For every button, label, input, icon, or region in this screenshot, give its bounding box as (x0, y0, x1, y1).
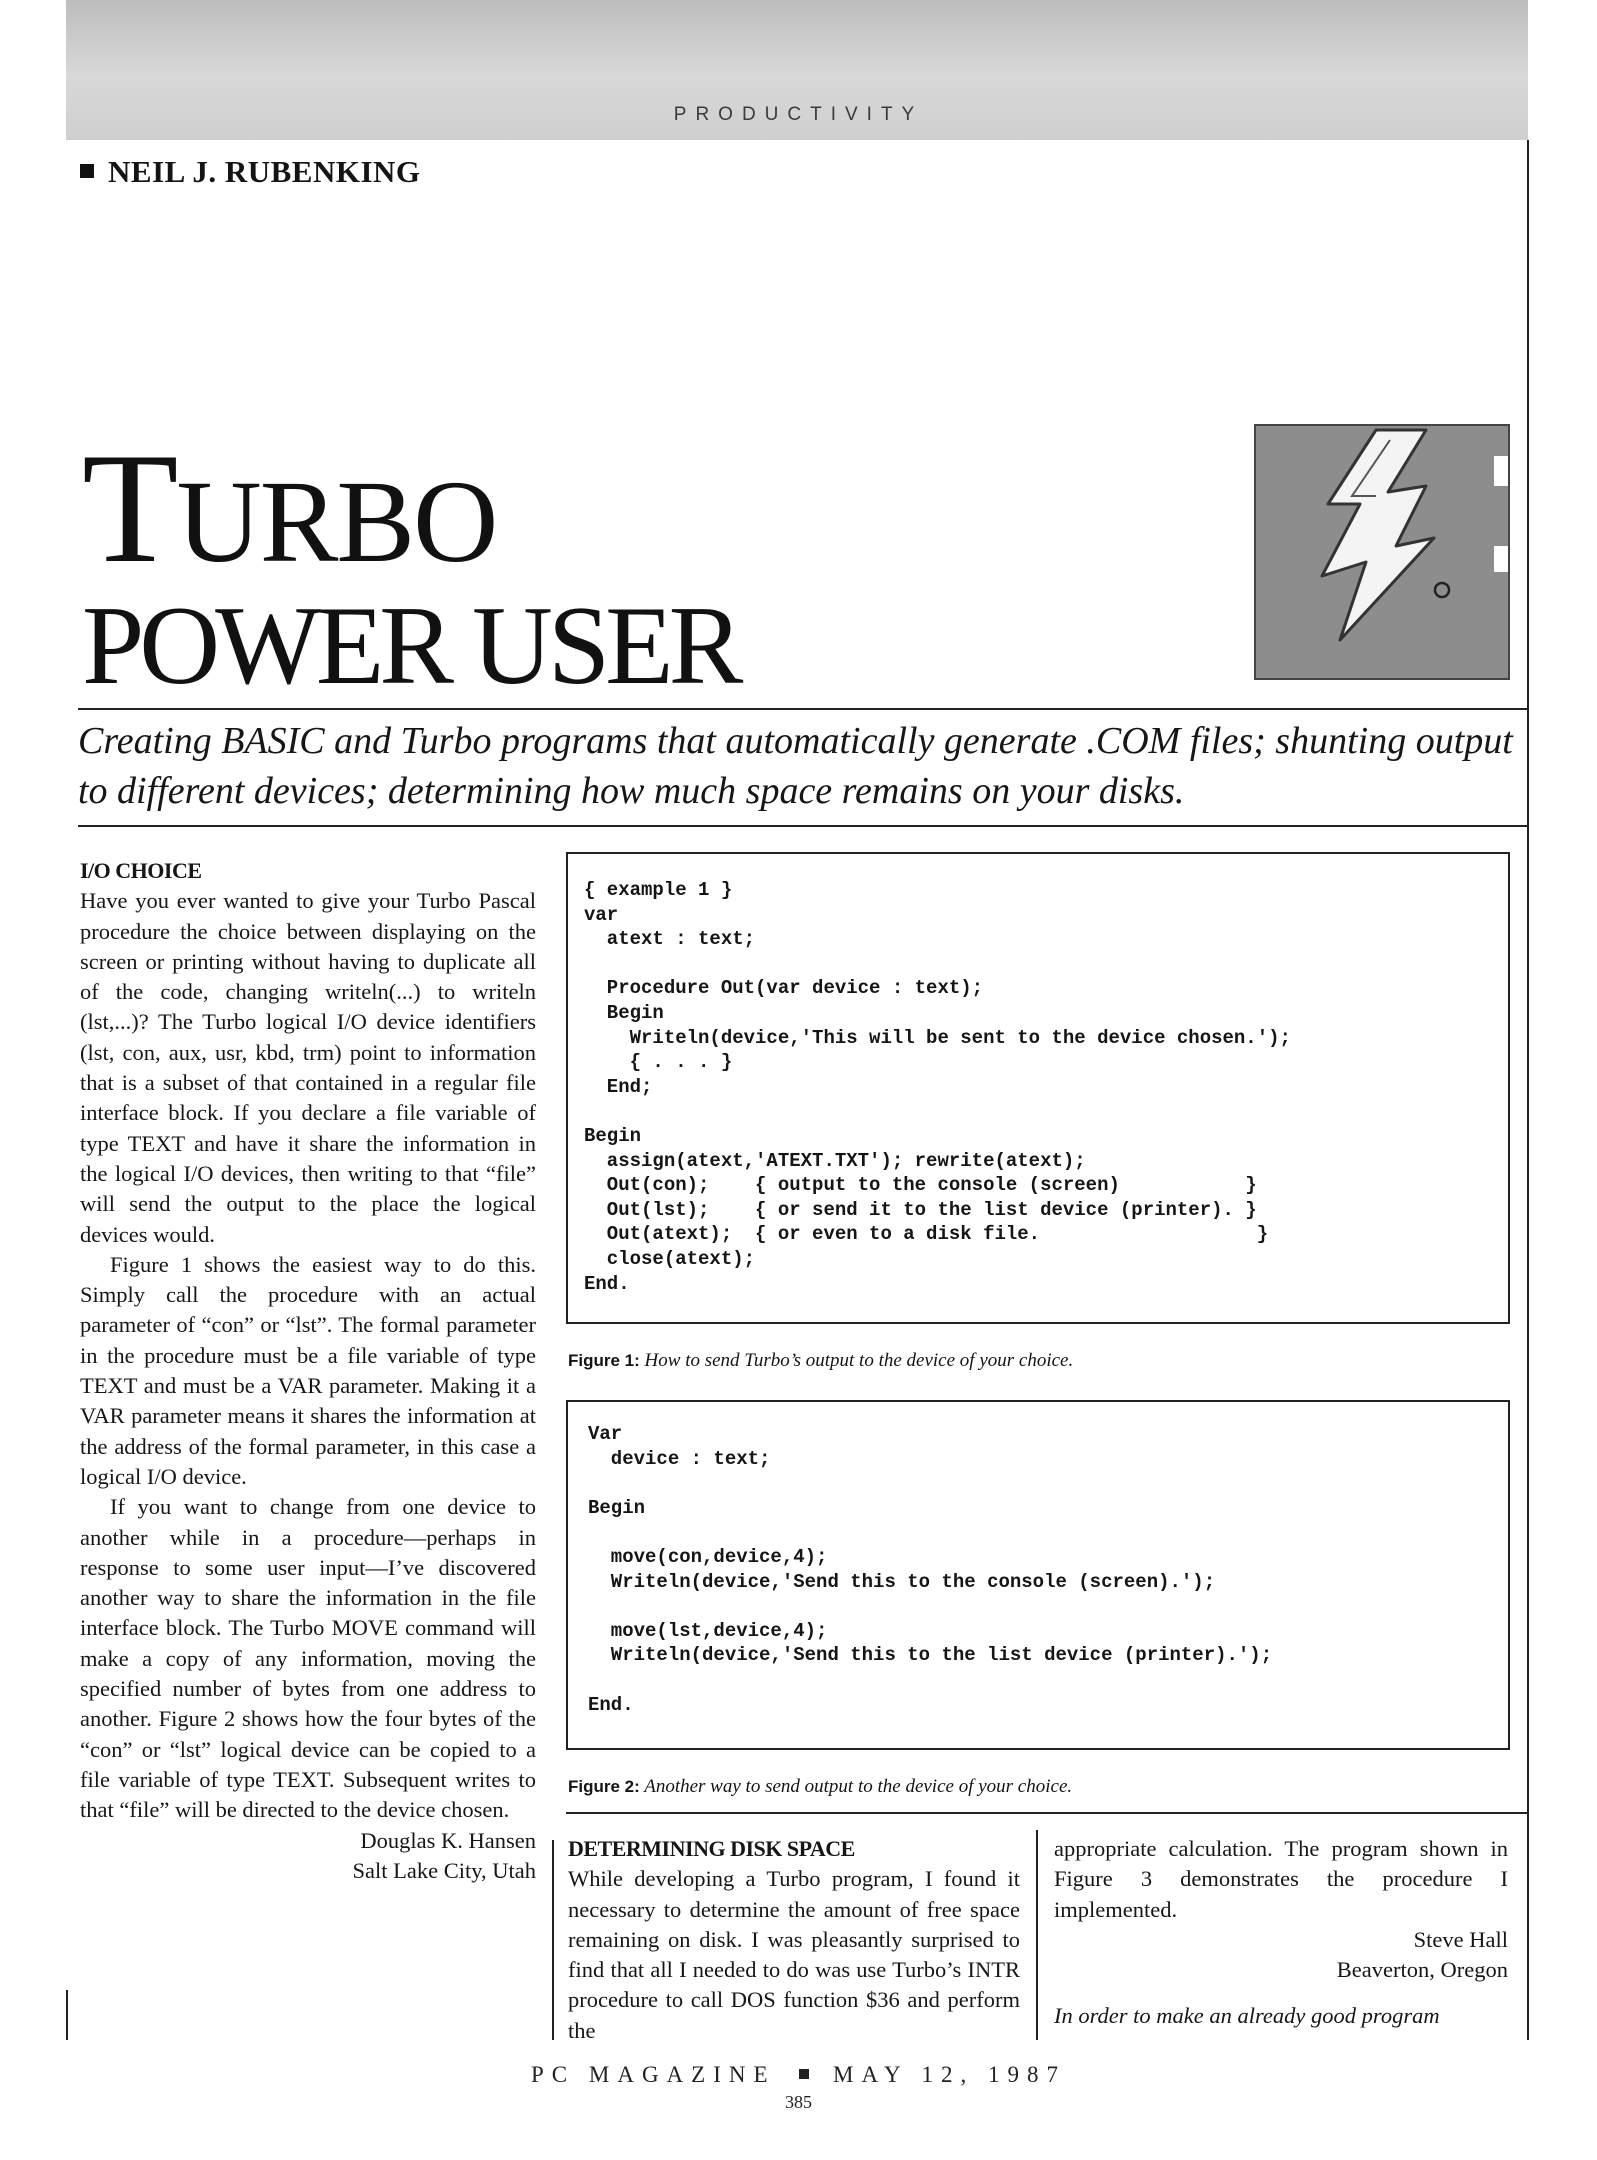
figure-2-code: Var device : text; Begin move(con,device,4); Writeln(device,'Send this to the console (screen).'); move(lst,device,4); Writeln(device,'Send this to the list device (printer).'); End. (588, 1423, 1273, 1716)
disk-space-paragraph-1: While developing a Turbo program, I found it necessary to determine the amount of free space remaining on disk. I was pleasantly surprised to find that all I needed to do was use Turbo’s INTR procedure to call DOS function $36 and perform the (568, 1866, 1020, 2043)
signature-place: Salt Lake City, Utah (352, 1857, 536, 1883)
bullet-square-icon (80, 164, 94, 178)
io-choice-heading: I/O CHOICE (80, 858, 202, 883)
article-title (82, 421, 739, 708)
author-name: NEIL J. RUBENKING (108, 154, 421, 189)
signature-place-2: Beaverton, Oregon (1336, 1957, 1508, 1983)
disk-space-column-1 (568, 1834, 1020, 2046)
figure-1-code-box (566, 852, 1510, 1324)
closing-line: In order to make an already good program (1054, 2003, 1440, 2029)
figure-2-caption-text: Another way to send output to the device of your choice. (644, 1776, 1073, 1797)
page-number: 385 (785, 2092, 812, 2112)
figure-2-label: Figure 2: (568, 1777, 640, 1796)
deck-top-rule (78, 708, 1528, 710)
signature-name-2: Steve Hall (1413, 1926, 1508, 1952)
deck-bottom-rule (78, 825, 1528, 827)
left-margin-rule (66, 1990, 68, 2040)
title-line-1-rest: URBO (176, 456, 497, 587)
disk-space-column-2 (1054, 1834, 1508, 2032)
disk-space-heading: DETERMINING DISK SPACE (568, 1836, 855, 1861)
right-margin-rule (1527, 140, 1529, 2040)
io-choice-paragraph-3: If you want to change from one device to another while in a procedure—perhaps in response to some user input—I’ve discovered another way to share the information in the file interface block. The Turbo MOVE command will make a copy of any information, moving the specified number of bytes from one address to another. Figure 2 shows how the four bytes of the “con” or “lst” logical device can be copied to a file variable of type TEXT. Subsequent writes to that “file” will be directed to the device chosen. (80, 1494, 536, 1823)
figure-1-caption-text: How to send Turbo’s output to the device of your choice. (644, 1350, 1074, 1371)
section-label: PRODUCTIVITY (673, 104, 924, 125)
footer-bullet-icon (799, 2069, 809, 2079)
column-divider (552, 1840, 554, 2040)
lightning-bolt-icon (1256, 426, 1508, 678)
signature-name: Douglas K. Hansen (360, 1827, 536, 1853)
turbo-lightning-logo (1254, 424, 1510, 680)
page-footer (0, 2062, 1597, 2088)
column-divider-2 (1036, 1830, 1038, 2040)
figure-2-code-box (566, 1400, 1510, 1750)
title-line-2: POWER USER (82, 584, 739, 708)
figure-1-caption (568, 1350, 1073, 1372)
figure-2-caption (568, 1776, 1072, 1798)
article-deck: Creating BASIC and Turbo programs that automatically generate .COM files; shunting output to different devices; determining how much space remains on your disks. (78, 720, 1513, 812)
footer-publication: PC MAGAZINE (531, 2062, 776, 2087)
author-byline (80, 154, 421, 190)
io-choice-paragraph-2: Figure 1 shows the easiest way to do this. Simply call the procedure with an actual parameter of “con” or “lst”. The formal parameter in the procedure must be a file variable of type TEXT and must be a VAR parameter. Making it a VAR parameter means it shares the information at the address of the formal parameter, in this case a logical I/O device. (80, 1251, 536, 1489)
footer-date: MAY 12, 1987 (833, 2062, 1066, 2087)
figure-1-code: { example 1 } var atext : text; Procedure Out(var device : text); Begin Writeln(device,'This will be sent to the device chosen.'); { . . . } End; Begin assign(atext,'ATEXT.TXT'); rewrite(atext); Out(con); { output to the console (screen) } Out(lst); { or send it to the list device (printer). } Out(atext); { or even to a disk file. } close(atext); End. (584, 879, 1291, 1295)
title-line-1 (82, 421, 738, 596)
figure-2-bottom-rule (566, 1812, 1528, 1814)
io-choice-paragraph-1: Have you ever wanted to give your Turbo Pascal procedure the choice between displaying on the screen or printing without having to duplicate all of the code, changing writeln(...) to writeln (lst,...)? The Turbo logical I/O device identifiers (lst, con, aux, usr, kbd, trm) point to information that is a subset of that contained in a regular file interface block. If you declare a file variable of type TEXT and have it share the information in the logical I/O devices, then writing to that “file” will send the output to the place the logical devices would. (80, 888, 536, 1247)
disk-space-paragraph-2: appropriate calculation. The program shown in Figure 3 demonstrates the procedure I implemented. (1054, 1836, 1508, 1922)
figure-1-label: Figure 1: (568, 1351, 640, 1370)
title-dropcap: T (82, 421, 177, 596)
io-choice-column (80, 856, 536, 1886)
